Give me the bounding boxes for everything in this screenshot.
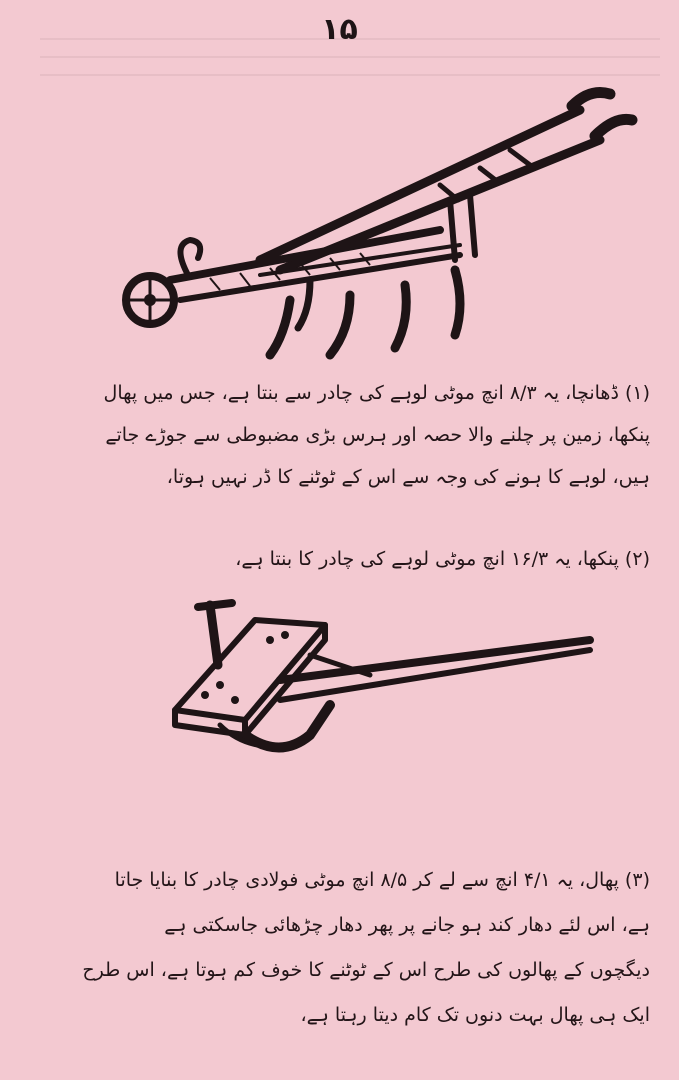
- text-line: پنکھا، زمین پر چلنے والا حصہ اور ہرس بڑی مضبوطی سے جوڑے جاتے: [105, 424, 650, 446]
- text-line: (۳) پھال، یہ ۴/۱ انچ سے لے کر ۸/۵ انچ موٹی فولادی چادر کا بنایا جاتا: [114, 869, 650, 891]
- text-line: (۱) ڈھانچا، یہ ۸/۳ انچ موٹی لوہے کی چادر سے بنتا ہے، جس میں پھال: [103, 382, 650, 404]
- text-line: ہیں، لوہے کا ہونے کی وجہ سے اس کے ٹوٹنے کا ڈر نہیں ہوتا،: [166, 466, 650, 488]
- section-blade: [60, 858, 650, 1038]
- section-wing: [60, 538, 650, 580]
- text-line: ہے، اس لئے دھار کند ہو جانے پر پھر دھار چڑھائی جاسکتی ہے: [164, 914, 650, 936]
- text-line: ایک ہی پھال بہت دنوں تک کام دیتا رہتا ہے،: [300, 1004, 650, 1026]
- plough-blade-illustration: [160, 585, 620, 765]
- page-number: ۱۵: [321, 12, 358, 47]
- section-frame: [60, 372, 650, 498]
- cultivator-illustration: [110, 70, 650, 370]
- text-line: دیگچوں کے پھالوں کی طرح اس کے ٹوٹنے کا خوف کم ہوتا ہے، اس طرح: [82, 959, 650, 981]
- text-line: (۲) پنکھا، یہ ۱۶/۳ انچ موٹی لوہے کی چادر کا بنتا ہے،: [235, 548, 650, 570]
